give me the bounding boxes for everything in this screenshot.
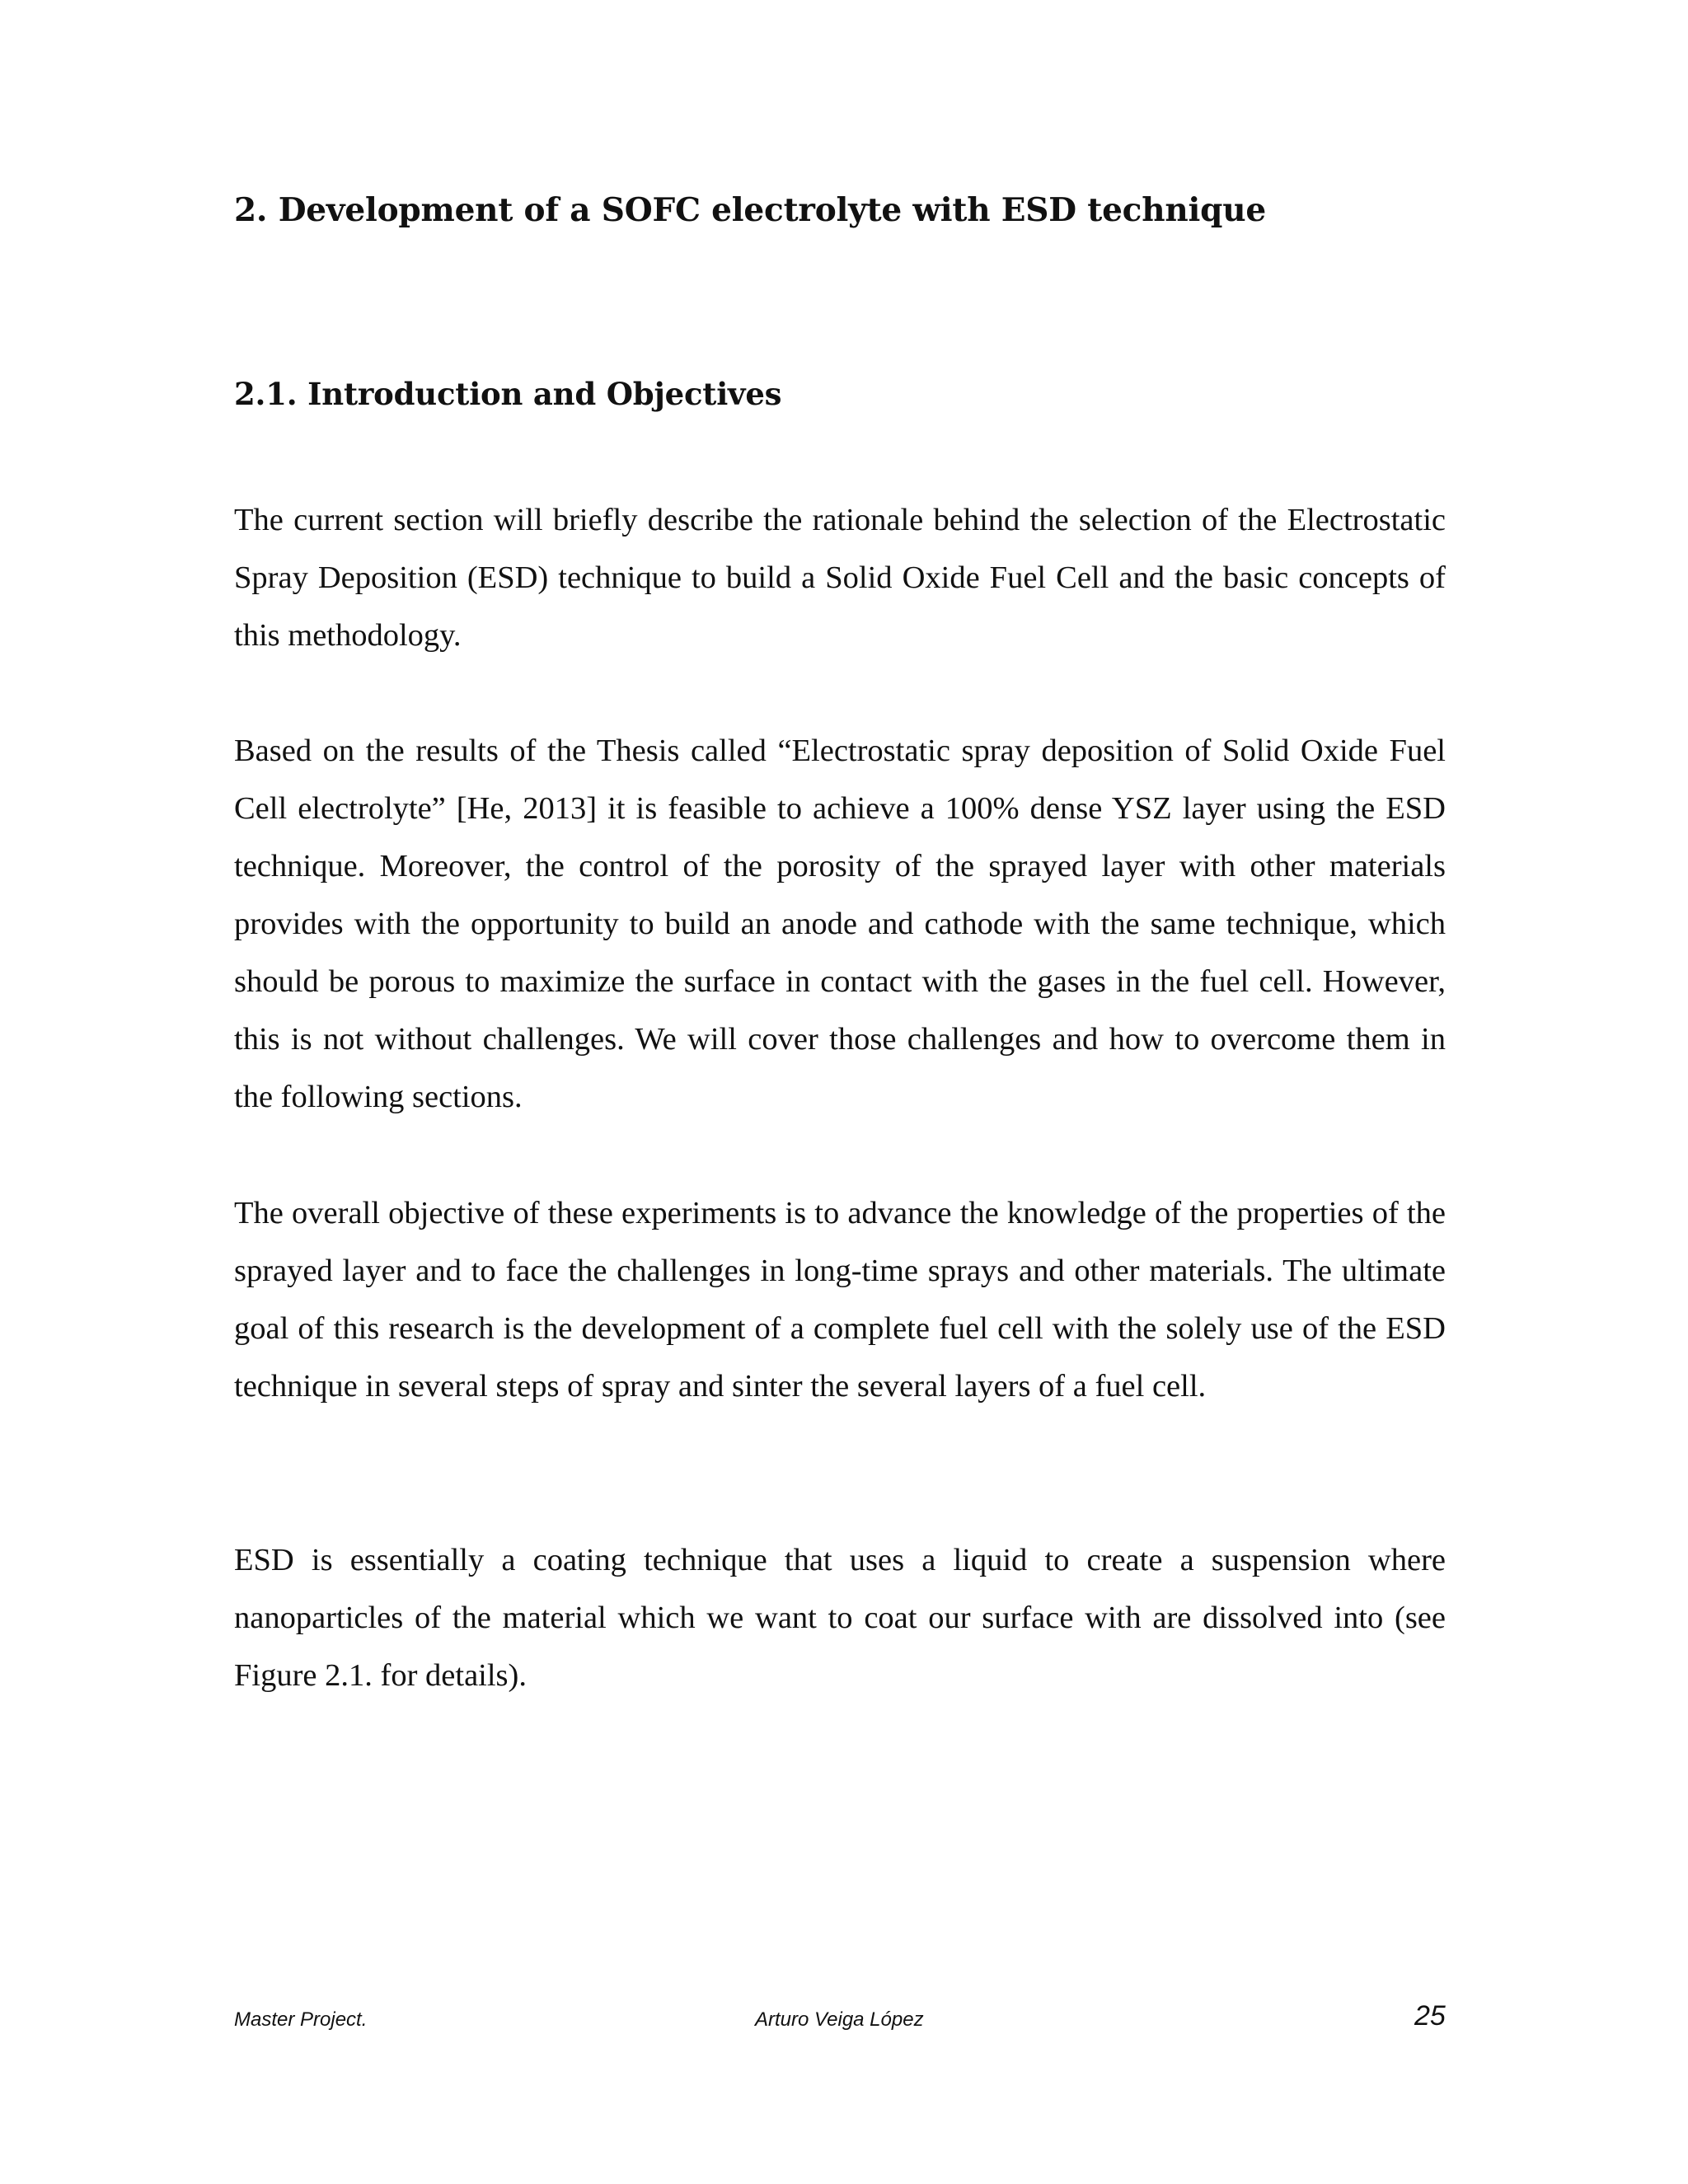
section-heading: 2.1. Introduction and Objectives [234,376,782,412]
paragraph-3: The overall objective of these experiments is to advance the knowledge of the properties of the sprayed layer and to face the challenges in long-time sprays and other materials. The ultimate goal of this research is the development of a complete fuel cell with the solely use of the ESD technique in several steps of spray and sinter the several layers of a fuel cell. [234,1196,1446,1404]
paragraph-1: The current section will briefly describe the rationale behind the selection of the Electrostatic Spray Deposition (ESD) technique to build a Solid Oxide Fuel Cell and the basic concepts of this methodology. [234,503,1446,653]
footer-author: Arturo Veiga López [755,2008,924,2031]
chapter-heading: 2. Development of a SOFC electrolyte with ESD technique [234,191,1266,229]
footer-project-label: Master Project. [234,2008,368,2031]
page-number: 25 [1414,2000,1446,2032]
paragraph-4: ESD is essentially a coating technique that uses a liquid to create a suspension where nanoparticles of the material which we want to coat our surface with are dissolved into (see Figure 2.1. for details). [234,1543,1446,1693]
paragraph-2: Based on the results of the Thesis called “Electrostatic spray deposition of Solid Oxide Fuel Cell electrolyte” [He, 2013] it is feasible to achieve a 100% dense YSZ layer using the ESD technique. Moreover, the control of the porosity of the sprayed layer with other materials provides with the opportunity to build an anode and cathode with the same technique, which should be porous to maximize the surface in contact with the gases in the fuel cell. However, this is not without challenges. We will cover those challenges and how to overcome them in the following sections. [234,733,1446,1114]
